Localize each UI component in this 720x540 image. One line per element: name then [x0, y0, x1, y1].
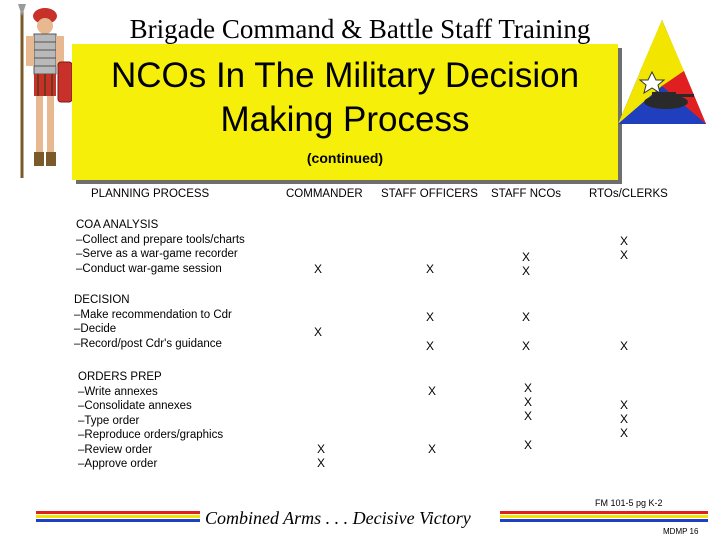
reference-note: FM 101-5 pg K-2 — [595, 498, 663, 508]
x-mark: X — [521, 339, 530, 353]
x-mark: X — [521, 250, 530, 264]
column-header-staff-ncos: STAFF NCOs — [491, 188, 562, 200]
row-title: COA ANALYSIS — [76, 219, 159, 231]
footer-motto: Combined Arms . . . Decisive Victory — [205, 508, 471, 528]
x-mark: X — [316, 442, 325, 456]
column-header-commander: COMMANDER — [286, 188, 363, 200]
x-mark: X — [425, 262, 434, 276]
row-title: ORDERS PREP — [78, 371, 162, 383]
list-item: –Type order — [78, 414, 140, 427]
column-header-rtos: RTOs/CLERKS — [589, 188, 668, 200]
slide-title — [72, 54, 618, 142]
x-mark: X — [619, 398, 628, 412]
slide-subtitle: (continued) — [306, 150, 384, 166]
x-mark: X — [523, 395, 532, 409]
row-orders-prep — [78, 370, 223, 472]
x-mark: X — [523, 409, 532, 423]
list-item: –Reproduce orders/graphics — [78, 429, 224, 441]
x-mark: X — [521, 310, 530, 324]
list-item: –Write annexes — [78, 385, 158, 398]
course-title: Brigade Command & Battle Staff Training — [129, 14, 591, 44]
page-number: MDMP 16 — [663, 527, 699, 536]
title-banner — [72, 44, 618, 180]
x-mark: X — [425, 310, 434, 324]
footer-stripes-right — [500, 511, 708, 525]
list-item: –Conduct war-game session — [76, 262, 222, 275]
list-item: –Consolidate annexes — [78, 400, 192, 412]
x-mark: X — [313, 262, 322, 276]
list-item: –Decide — [74, 323, 117, 335]
column-header-staff-officers: STAFF OFFICERS — [381, 188, 478, 200]
armor-insignia-icon — [614, 16, 710, 128]
footer-stripes-left — [36, 511, 200, 525]
x-mark: X — [619, 248, 628, 262]
row-title: DECISION — [74, 294, 130, 306]
list-item: –Approve order — [78, 458, 158, 470]
x-mark: X — [313, 325, 322, 339]
row-decision — [74, 293, 232, 351]
x-mark: X — [427, 384, 436, 398]
list-item: –Review order — [78, 443, 153, 456]
x-mark: X — [316, 456, 325, 470]
list-item: –Record/post Cdr's guidance — [74, 337, 222, 350]
list-item: –Serve as a war-game recorder — [76, 248, 238, 260]
x-mark: X — [619, 412, 628, 426]
x-mark: X — [523, 381, 532, 395]
row-coa-analysis — [76, 218, 245, 276]
x-mark: X — [521, 264, 530, 278]
list-item: –Collect and prepare tools/charts — [76, 233, 245, 246]
x-mark: X — [427, 442, 436, 456]
column-header-planning: PLANNING PROCESS — [91, 188, 210, 200]
list-item: –Make recommendation to Cdr — [74, 308, 232, 321]
x-mark: X — [425, 339, 434, 353]
x-mark: X — [619, 426, 628, 440]
slide-title-line-1: NCOs In The Military Decision — [110, 56, 580, 95]
slide-title-line-2: Making Process — [220, 100, 470, 139]
x-mark: X — [619, 234, 628, 248]
x-mark: X — [523, 438, 532, 452]
x-mark: X — [619, 339, 628, 353]
